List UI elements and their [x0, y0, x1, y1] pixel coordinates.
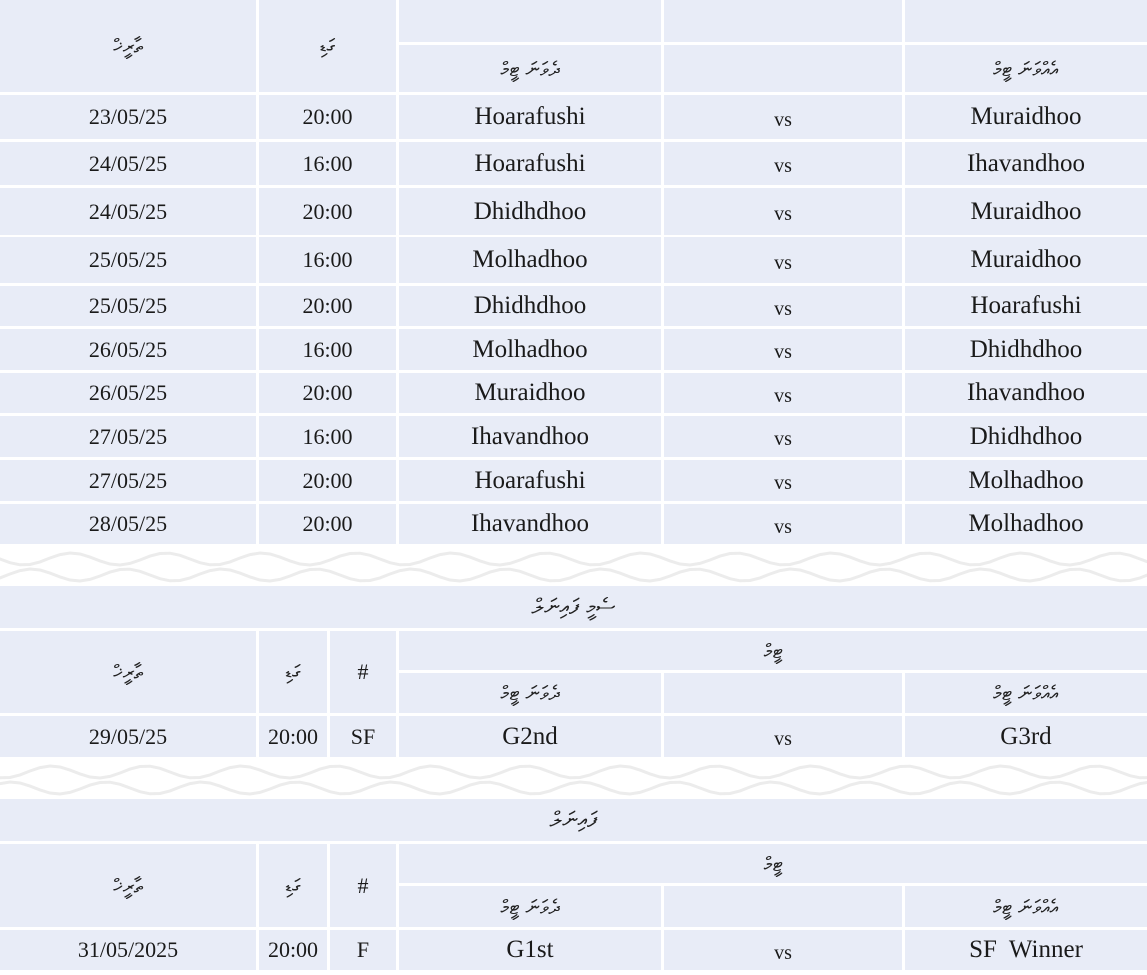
header-blank — [664, 0, 902, 42]
match-time: 20:00 — [259, 460, 396, 501]
date-header: ތާރީޚް — [113, 34, 143, 58]
match-time: 16:00 — [259, 416, 396, 457]
final-title: ފައިނަލް — [549, 807, 598, 833]
date-header-cell — [0, 631, 256, 713]
team1-name: Muraidhoo — [905, 95, 1147, 139]
header-blank — [664, 45, 902, 92]
date-header-cell — [0, 844, 256, 927]
team2-name: Hoarafushi — [399, 95, 661, 139]
vs-label: vs — [664, 142, 902, 185]
team1-name: Ihavandhoo — [905, 373, 1147, 413]
time-header-cell — [259, 844, 327, 927]
vs-label: vs — [664, 286, 902, 326]
match-date: 25/05/25 — [0, 237, 256, 283]
team2-header: ދެވަނަ ޓީމް — [500, 681, 560, 705]
vs-label: vs — [664, 930, 902, 970]
vs-label: vs — [664, 237, 902, 283]
match-time: 16:00 — [259, 237, 396, 283]
match-date: 31/05/2025 — [0, 930, 256, 970]
semi-final-title-cell — [0, 586, 1147, 628]
team2-header-cell — [399, 673, 661, 713]
vs-label: vs — [664, 716, 902, 757]
match-number-header-cell — [330, 844, 396, 927]
match-time: 16:00 — [259, 142, 396, 185]
vs-label: vs — [664, 95, 902, 139]
team1-name: Molhadhoo — [905, 460, 1147, 501]
teams-header: ޓީމް — [763, 851, 783, 876]
team1-name: Dhidhdhoo — [905, 329, 1147, 370]
team1-header: އެއްވަނަ ޓީމް — [993, 56, 1059, 81]
time-header: ގަޑި — [285, 873, 301, 898]
match-time: 20:00 — [259, 95, 396, 139]
team2-name: Molhadhoo — [399, 329, 661, 370]
team2-name: Ihavandhoo — [399, 416, 661, 457]
match-date: 28/05/25 — [0, 504, 256, 544]
teams-header-cell — [399, 631, 1147, 670]
match-date: 26/05/25 — [0, 329, 256, 370]
vs-label: vs — [664, 416, 902, 457]
match-time: 20:00 — [259, 373, 396, 413]
match-number: F — [330, 930, 396, 970]
team1-name: SF Winner — [905, 930, 1147, 970]
vs-label: vs — [664, 188, 902, 235]
team2-name: Muraidhoo — [399, 373, 661, 413]
team2-name: Ihavandhoo — [399, 504, 661, 544]
team1-name: Hoarafushi — [905, 286, 1147, 326]
match-time: 20:00 — [259, 930, 327, 970]
match-number: SF — [330, 716, 396, 757]
teams-header: ޓީމް — [763, 638, 783, 663]
vs-label: vs — [664, 460, 902, 501]
final-title-cell — [0, 799, 1147, 841]
match-time: 20:00 — [259, 504, 396, 544]
match-number-header-cell — [330, 631, 396, 713]
team2-name: Hoarafushi — [399, 142, 661, 185]
semi-final-title: ސެމީ ފައިނަލް — [531, 594, 616, 620]
match-time: 20:00 — [259, 188, 396, 235]
match-date: 26/05/25 — [0, 373, 256, 413]
match-time: 20:00 — [259, 716, 327, 757]
team2-header-cell — [399, 886, 661, 927]
header-blank — [399, 0, 661, 42]
match-date: 27/05/25 — [0, 460, 256, 501]
match-date: 24/05/25 — [0, 188, 256, 235]
match-number-header: # — [357, 872, 369, 898]
team1-name: Ihavandhoo — [905, 142, 1147, 185]
match-date: 29/05/25 — [0, 716, 256, 757]
header-blank — [664, 886, 902, 927]
team2-name: G2nd — [399, 716, 661, 757]
match-number-header: # — [357, 659, 369, 684]
team2-header: ދެވަނަ ޓީމް — [500, 894, 560, 919]
team1-header-cell — [905, 45, 1147, 92]
date-header: ތާރީޚް — [113, 660, 143, 684]
time-header-cell — [259, 631, 327, 713]
match-time: 20:00 — [259, 286, 396, 326]
team1-name: Muraidhoo — [905, 237, 1147, 283]
header-blank — [664, 673, 902, 713]
time-header-cell — [259, 0, 396, 92]
wave-divider — [0, 545, 1147, 585]
time-header: ގަޑި — [285, 660, 301, 684]
vs-label: vs — [664, 329, 902, 370]
match-date: 24/05/25 — [0, 142, 256, 185]
team1-header: އެއްވަނަ ޓީމް — [993, 681, 1059, 705]
header-blank — [905, 0, 1147, 42]
match-time: 16:00 — [259, 329, 396, 370]
team2-name: G1st — [399, 930, 661, 970]
team1-header-cell — [905, 673, 1147, 713]
vs-label: vs — [664, 504, 902, 544]
team2-header: ދެވަނަ ޓީމް — [500, 56, 560, 81]
team2-name: Dhidhdhoo — [399, 188, 661, 235]
vs-label: vs — [664, 373, 902, 413]
date-header-cell — [0, 0, 256, 92]
team1-header-cell — [905, 886, 1147, 927]
team2-name: Molhadhoo — [399, 237, 661, 283]
match-date: 23/05/25 — [0, 95, 256, 139]
team2-header-cell — [399, 45, 661, 92]
date-header: ތާރީޚް — [113, 873, 143, 898]
team1-name: Dhidhdhoo — [905, 416, 1147, 457]
match-date: 25/05/25 — [0, 286, 256, 326]
team1-name: Muraidhoo — [905, 188, 1147, 235]
team1-header: އެއްވަނަ ޓީމް — [993, 894, 1059, 919]
team1-name: Molhadhoo — [905, 504, 1147, 544]
team1-name: G3rd — [905, 716, 1147, 757]
teams-header-cell — [399, 844, 1147, 883]
match-date: 27/05/25 — [0, 416, 256, 457]
team2-name: Dhidhdhoo — [399, 286, 661, 326]
team2-name: Hoarafushi — [399, 460, 661, 501]
wave-divider — [0, 758, 1147, 798]
time-header: ގަޑި — [319, 34, 336, 58]
